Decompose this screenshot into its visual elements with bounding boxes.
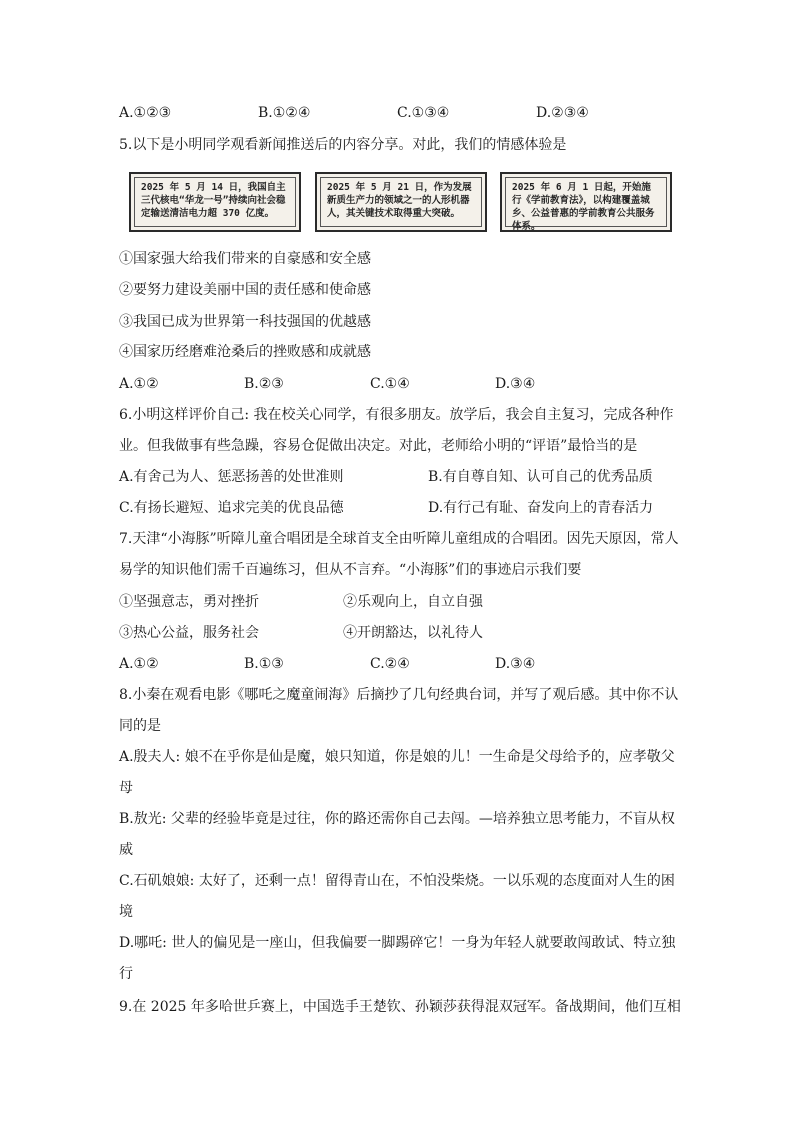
- q8-option-b-line-2: 威: [119, 842, 133, 858]
- q5-item-1: ①国家强大给我们带来的自豪感和安全感: [119, 251, 371, 267]
- q6-stem-line-2: 业。但我做事有些急躁，容易仓促做出决定。对此，老师给小明的“评语”最恰当的是: [119, 438, 638, 454]
- q5-item-4: ④国家历经磨难沧桑后的挫败感和成就感: [119, 344, 371, 360]
- news-card-2-text: 2025 年 5 月 21 日，作为发展新质生产力的领域之一的人形机器人，其关键技术取得重大突破。: [327, 182, 472, 219]
- q6-option-d: D.有行己有耻、奋发向上的青春活力: [428, 500, 654, 516]
- q7-option-a: A.①②: [119, 656, 159, 672]
- q6-stem-line-1: 6.小明这样评价自己: 我在校关心同学，有很多朋友。放学后，我会自主复习，完成各种作: [119, 407, 674, 423]
- q7-item-3: ③热心公益，服务社会: [119, 625, 259, 641]
- q4-option-a: A.①②③: [119, 105, 172, 121]
- q6-option-b: B.有自尊自知、认可自己的优秀品质: [428, 469, 653, 485]
- q5-option-b: B.②③: [244, 376, 284, 392]
- q5-option-d: D.③④: [495, 376, 536, 392]
- q4-option-c: C.①③④: [397, 105, 450, 121]
- q6-options-row-2: [119, 499, 719, 517]
- q4-option-d: D.②③④: [536, 105, 589, 121]
- q5-option-a: A.①②: [119, 376, 159, 392]
- q6-options-row-1: [119, 468, 719, 486]
- news-card-3: [500, 172, 672, 232]
- q8-option-a-line-2: 母: [119, 780, 133, 796]
- q5-item-2: ②要努力建设美丽中国的责任感和使命感: [119, 282, 371, 298]
- q8-stem-line-1: 8.小秦在观看电影《哪吒之魔童闹海》后摘抄了几句经典台词，并写了观后感。其中你不认: [119, 687, 679, 703]
- q8-option-c-line-2: 境: [119, 904, 133, 920]
- q7-option-b: B.①③: [244, 656, 284, 672]
- q8-option-c-line-1: C.石矶娘娘: 太好了，还剩一点！留得青山在，不怕没柴烧。一以乐观的态度面对人生的困: [119, 873, 675, 889]
- q7-stem-line-1: 7.天津“小海豚”听障儿童合唱团是全球首支全由听障儿童组成的合唱团。因先天原因，常人: [119, 531, 679, 547]
- news-card-1-text: 2025 年 5 月 14 日，我国自主三代核电“华龙一号”持续向社会稳定输送清洁电力超 370 亿度。: [141, 182, 286, 219]
- q5-option-c: C.①④: [370, 376, 410, 392]
- q7-item-1: ①坚强意志，勇对挫折: [119, 594, 259, 610]
- q6-option-c: C.有扬长避短、追求完美的优良品德: [119, 500, 344, 516]
- q8-stem-line-2: 同的是: [119, 718, 161, 734]
- q8-option-a-line-1: A.殷夫人: 娘不在乎你是仙是魔，娘只知道，你是娘的儿！一生命是父母给予的，应孝敬父: [119, 749, 675, 765]
- news-card-1: [129, 172, 301, 232]
- news-card-2: [315, 172, 487, 232]
- q7-option-d: D.③④: [495, 656, 536, 672]
- q6-option-a: A.有舍己为人、惩恶扬善的处世准则: [119, 469, 344, 485]
- q4-options: [119, 104, 719, 122]
- q7-stem-line-2: 易学的知识他们需千百遍练习，但从不言弃。“小海豚”们的事迹启示我们要: [119, 562, 582, 578]
- q7-option-c: C.②④: [370, 656, 410, 672]
- q8-option-d-line-2: 行: [119, 966, 133, 982]
- q7-items-row-1: [119, 593, 719, 611]
- q5-options: [119, 375, 719, 393]
- q7-items-row-2: [119, 624, 719, 642]
- q5-stem: 5.以下是小明同学观看新闻推送后的内容分享。对此，我们的情感体验是: [119, 137, 567, 153]
- q4-option-b: B.①②④: [258, 105, 311, 121]
- q8-option-b-line-1: B.敖光: 父辈的经验毕竟是过往，你的路还需你自己去闯。—培养独立思考能力，不盲从权: [119, 811, 675, 827]
- q8-option-d-line-1: D.哪吒: 世人的偏见是一座山，但我偏要一脚踢碎它！一身为年轻人就要敢闯敢试、特立独: [119, 935, 676, 951]
- q7-item-2: ②乐观向上，自立自强: [343, 594, 483, 610]
- q7-options: [119, 655, 719, 673]
- q9-stem-line-1: 9.在 2025 年多哈世乒赛上，中国选手王楚钦、孙颖莎获得混双冠军。备战期间，他们互相: [119, 999, 681, 1015]
- q5-item-3: ③我国已成为世界第一科技强国的优越感: [119, 314, 371, 330]
- news-card-3-text: 2025 年 6 月 1 日起，开始施行《学前教育法》，以构建覆盖城乡、公益普惠的学前教育公共服务体系。: [512, 182, 655, 232]
- q7-item-4: ④开朗豁达，以礼待人: [343, 625, 483, 641]
